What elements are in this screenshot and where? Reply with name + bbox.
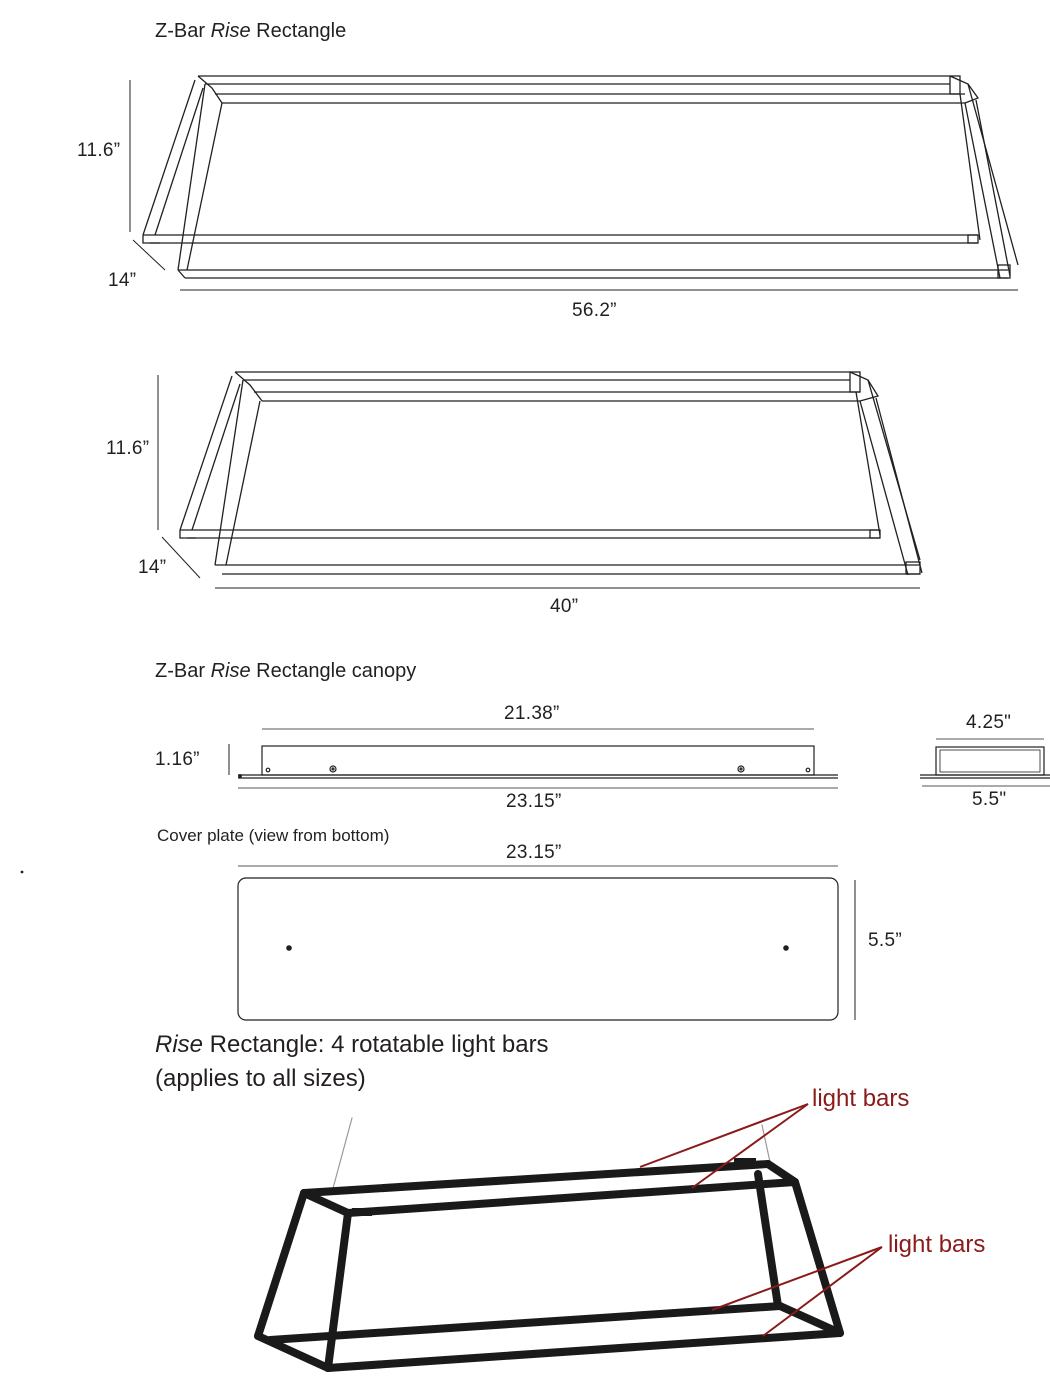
cover-plate-width-label: 23.15” [506, 842, 562, 863]
large-fixture-drawing [130, 76, 1018, 290]
large-width-label: 56.2” [572, 300, 617, 321]
canopy-side-top-label: 4.25" [966, 712, 1012, 733]
light-bars-3d-drawing [258, 1118, 840, 1368]
small-height-label: 11.6” [106, 438, 150, 459]
small-fixture-drawing [158, 372, 922, 588]
small-width-label: 40” [550, 596, 579, 617]
cover-plate-height-label: 5.5” [868, 930, 902, 951]
section-title-canopy: Z-Bar Rise Rectangle canopy [155, 660, 417, 682]
light-bars-subtitle: (applies to all sizes) [155, 1065, 366, 1092]
canopy-top-width-label: 21.38” [504, 703, 560, 724]
large-height-label: 11.6” [77, 140, 121, 161]
canopy-height-label: 1.16” [155, 749, 200, 770]
canopy-end-drawing [920, 739, 1050, 786]
cover-plate-drawing [21, 866, 855, 1020]
light-bars-title: Rise Rectangle: 4 rotatable light bars [155, 1031, 549, 1058]
callout-light-bars-bottom: light bars [888, 1231, 986, 1258]
canopy-side-drawing [229, 729, 838, 788]
canopy-bottom-width-label: 23.15” [506, 791, 562, 812]
cover-plate-label: Cover plate (view from bottom) [157, 826, 390, 845]
small-depth-label: 14” [138, 557, 167, 578]
large-depth-label: 14” [108, 270, 137, 291]
section-title-rise-rectangle: Z-Bar Rise Rectangle [155, 20, 347, 42]
callout-light-bars-top: light bars [812, 1085, 910, 1112]
canopy-side-bottom-label: 5.5" [972, 789, 1007, 810]
